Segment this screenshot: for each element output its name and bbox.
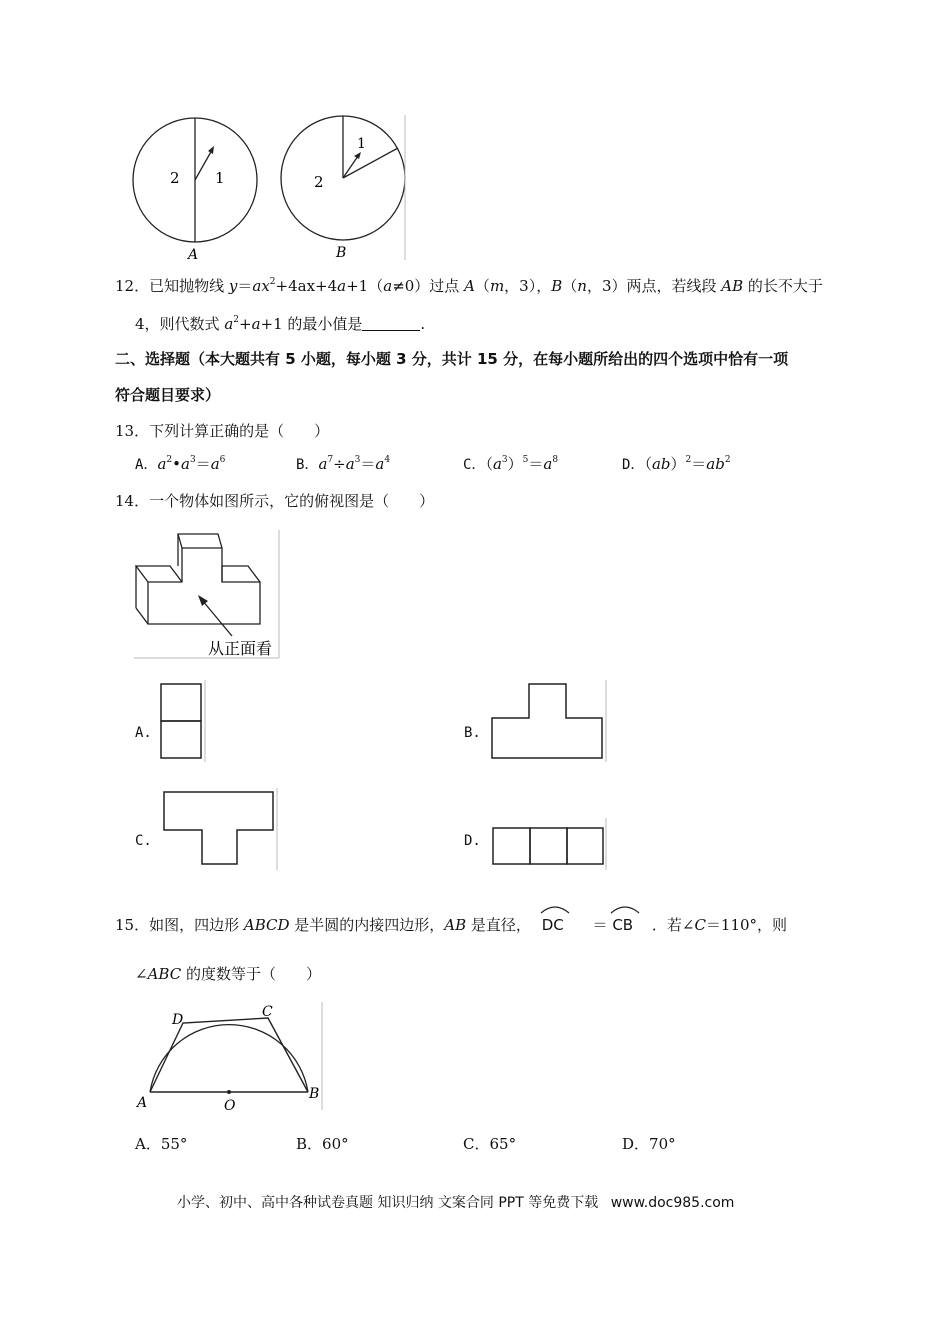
page-footer (177, 1192, 734, 1212)
question-13-option-b: B．$a^7\div a^3=a^4$ (296, 455, 391, 473)
question-14-option-d-figure[interactable] (488, 818, 610, 872)
question-14-option-b-label[interactable]: B. (464, 725, 481, 741)
spinner-b-big-value: 2 (314, 173, 324, 191)
question-15-option-c[interactable]: C．65° (463, 1135, 517, 1153)
spinner-a-left-value: 2 (170, 169, 180, 187)
semicircle-quadrilateral-figure (134, 1000, 326, 1112)
question-15-line-2: ∠ABC 的度数等于（ ） (135, 965, 321, 983)
view-direction-arrow-icon (198, 595, 208, 606)
arc-dc-mark-icon (540, 904, 570, 914)
section-2-heading-line-1: 二、选择题（本大题共有 5 小题，每小题 3 分，共计 15 分，在每小题所给出的四个选项中恰有一项 (115, 350, 789, 368)
question-14-option-c-figure[interactable] (158, 788, 280, 872)
spinner-a-right-value: 1 (215, 169, 225, 187)
question-13-option-d: D．$(ab)^2=ab^2$ (622, 455, 731, 473)
answer-blank[interactable] (362, 316, 420, 331)
arc-cb: CB (612, 910, 633, 936)
question-14-option-a-label[interactable]: A. (135, 725, 152, 741)
point-o-label: O (224, 1098, 236, 1112)
object-3d-figure (134, 530, 282, 660)
point-a-label: A (137, 1095, 148, 1111)
question-13-option-a: A．$a^2•a^3=a^6$ (135, 455, 226, 473)
question-12-line-2: 4，则代数式 $a^2+a+1$ 的最小值是 . (135, 315, 426, 333)
spinner-b-small-value: 1 (357, 136, 366, 152)
question-15-option-d[interactable]: D．70° (622, 1135, 676, 1153)
spinner-b-label: B (336, 245, 347, 261)
spinner-figure (130, 115, 410, 263)
question-13-stem: 13．下列计算正确的是（ ） (115, 422, 330, 440)
footer-url-link[interactable]: www.doc985.com (610, 1195, 735, 1211)
question-15-option-a[interactable]: A．55° (135, 1135, 188, 1153)
point-d-label: D (172, 1012, 184, 1028)
question-14-option-b-figure[interactable] (488, 680, 610, 764)
footer-text: 小学、初中、高中各种试卷真题 知识归纳 文案合同 PPT 等免费下载 (177, 1195, 599, 1211)
spinner-a-label: A (188, 247, 199, 263)
arc-cb-mark-icon (610, 904, 640, 914)
question-15-line-1: 15．如图，四边形 ABCD 是半圆的内接四边形，AB 是直径， DC ＝ CB ．若∠C＝110°，则 (115, 910, 787, 936)
question-15-option-b[interactable]: B．60° (296, 1135, 349, 1153)
question-14-option-a-figure[interactable] (158, 680, 208, 764)
question-14-option-c-label[interactable]: C. (135, 833, 152, 849)
question-13-option-c: C．$(a^3)^5=a^8$ (463, 455, 559, 473)
question-14-stem: 14．一个物体如图所示，它的俯视图是（ ） (115, 492, 435, 510)
spinner-b-arrow-icon (354, 152, 361, 159)
question-14-option-d-label[interactable]: D. (464, 833, 481, 849)
question-12-line-1: 12．已知抛物线 $y=ax^2+4ax+4a+1(a\ne 0)$过点 A（m，3），B（n，3）两点，若线段 AB 的长不大于 (115, 277, 823, 295)
point-b-label: B (309, 1086, 320, 1102)
arc-dc: DC (542, 910, 564, 936)
point-c-label: C (262, 1004, 273, 1020)
figure-caption: 从正面看 (208, 639, 273, 658)
section-2-heading-line-2: 符合题目要求） (115, 386, 221, 404)
